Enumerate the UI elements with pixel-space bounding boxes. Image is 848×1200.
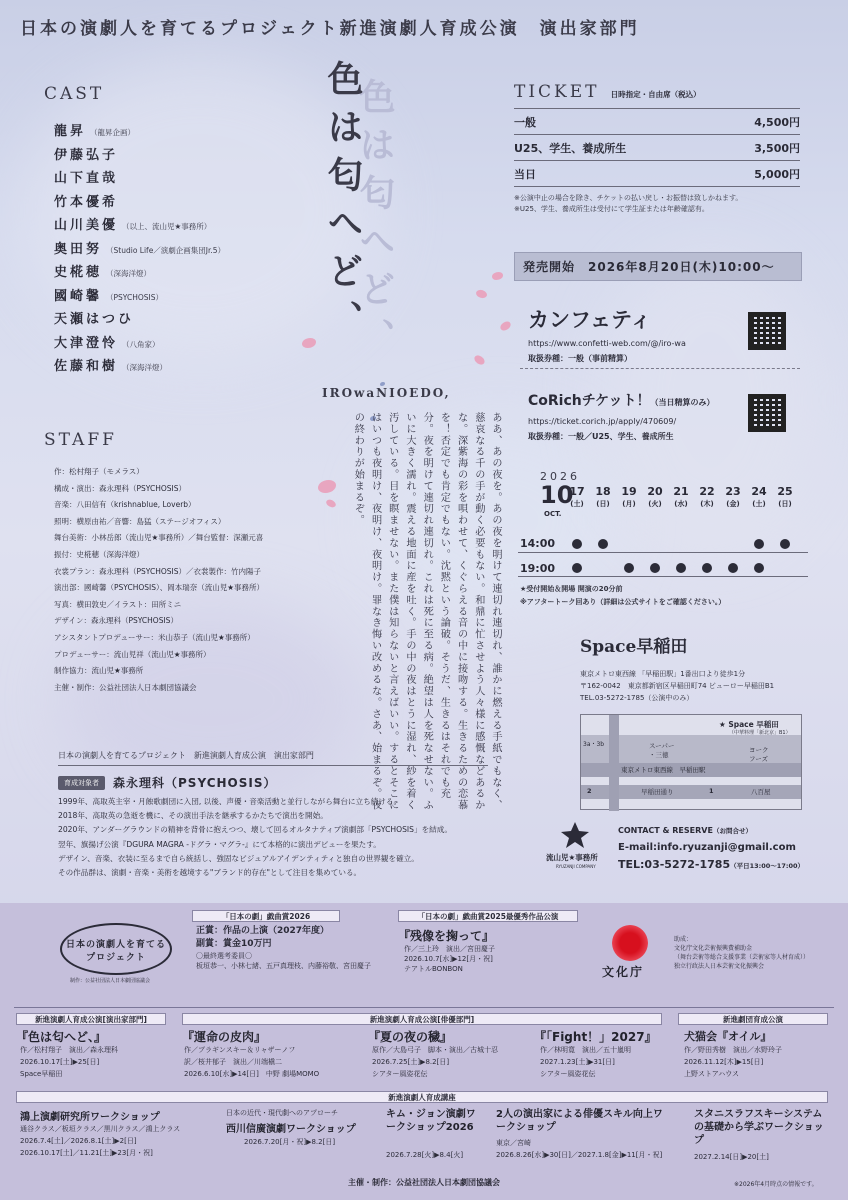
performance-slot <box>754 563 764 573</box>
performance-slot <box>702 563 712 573</box>
petal <box>499 320 512 331</box>
calendar-day: 17 (土) <box>569 485 585 508</box>
award2-title: 『残像を掬って』 <box>398 929 495 943</box>
ticket-note: ※公演中止の場合を除き、チケットの払い戻し・お振替は致しかねます。 <box>514 194 743 202</box>
lecture3-line: 2026.7.28[火]▶8.4[火] <box>386 1151 464 1159</box>
staff-row: 衣裳プラン：森永理科（PSYCHOSIS）／衣裳製作：竹内陽子 <box>54 566 261 576</box>
actor2-title: 『夏の夜の穢』 <box>368 1030 453 1044</box>
petal <box>302 338 316 348</box>
actor1-line: 2026.6.10[水]▶14[日] 中野 劇場MOMO <box>184 1070 320 1078</box>
actor3-line: シアター風姿花伝 <box>540 1070 596 1078</box>
ticket-note: ※U25、学生、養成所生は受付にて学生証または年齢確認有。 <box>514 205 709 213</box>
group-line: 2026.11.12[木]▶15[日] <box>684 1058 764 1066</box>
award2-line: 作／三上玲 演出／宮田慶子 <box>404 945 495 953</box>
actor2-line: 2026.7.25[土]▶8.2[日] <box>372 1058 450 1066</box>
lecture1-line: 2026.10.17[土]／11.21[土]▶23[月・祝] <box>20 1149 153 1157</box>
confetti-logo: カンフェティ <box>528 308 652 332</box>
subsidy: 助成： 文化庁文化芸術振興費補助金 （舞台芸術等総合支援事業（芸術家等人材育成）） 独立行政法人日本芸術文化振興会 <box>674 936 810 970</box>
lecture1-title: 鴻上演劇研究所ワークショップ <box>20 1112 160 1123</box>
lecture2-line: 2026.7.20[月・祝]▶8.2[日] <box>244 1138 336 1146</box>
schedule-note: ★受付開始＆開場 開演の20分前 <box>520 585 623 593</box>
bunka-label: 文化庁 <box>602 965 645 979</box>
performance-slot <box>780 539 790 549</box>
group-line: 上野ストアハウス <box>684 1070 740 1078</box>
lecture5-title: スタニスラフスキーシステムの基礎から学ぶワークショップ <box>694 1109 824 1146</box>
map-exit-label: 3a・3b <box>583 741 605 748</box>
map-venue-sub: （中華料理「新北京」B1） <box>729 730 791 736</box>
confetti-qr-icon[interactable] <box>748 312 786 350</box>
actor3-line: 作／林明寛 演出／五十嵐明 <box>540 1046 631 1054</box>
award2-line: 2026.10.7[水]▶12[月・祝] <box>404 955 493 963</box>
calendar-day: 21 (水) <box>673 485 689 508</box>
staff-row: 構成・演出：森永理科（PSYCHOSIS） <box>54 483 186 493</box>
profile-header: 日本の演劇人を育てるプロジェクト 新進演劇人育成公演 演出家部門 <box>58 750 488 766</box>
actor2-line: 原作／大島弓子 脚本・演出／古城十忍 <box>372 1046 498 1054</box>
time-1900: 19:00 <box>520 562 556 575</box>
group-title: 犬猫会『オイル』 <box>684 1030 772 1043</box>
performance-slot <box>598 539 608 549</box>
award-line: 正賞：作品の上演（2027年度） <box>196 926 330 936</box>
award2-line: テアトルBONBON <box>404 965 463 973</box>
cast-member: 史椛穂 （深海洋燈） <box>54 265 152 280</box>
profile <box>58 750 488 791</box>
actor3-title: 『「Fight！」2027』 <box>534 1030 657 1044</box>
calendar-day: 20 (火) <box>647 485 663 508</box>
cast-member: 龍昇 （龍昇企画） <box>54 124 136 139</box>
actor2-line: シアター風姿花伝 <box>372 1070 428 1078</box>
actor-label: 新進演劇人育成公演[俳優部門] <box>182 1013 662 1025</box>
staff-heading: STAFF <box>44 430 117 450</box>
cast-member: 大津澄怜 （八角家） <box>54 335 160 351</box>
calendar-day: 22 (木) <box>699 485 715 508</box>
price-row: 一般 4,500円 <box>514 109 800 135</box>
staff-row: 舞台美術：小林岳郎（流山児★事務所）／舞台監督：深瀬元喜 <box>54 533 264 543</box>
calendar-day: 25 (日) <box>777 485 793 508</box>
lecture1-line: 2026.7.4[土]／2026.8.1[土]▶2[日] <box>20 1137 137 1145</box>
actor1-line: 訳／桜井郁子 演出／川端槇二 <box>184 1058 282 1066</box>
staff-row: 振付：史椛穂（深海洋燈） <box>54 549 144 559</box>
lecture4-line: 東京／宮崎 <box>496 1139 531 1147</box>
cast-heading: CAST <box>44 84 105 104</box>
bio-line: デザイン、音楽、衣装に至るまで自ら統括し、強固なビジュアルアイデンティティと独自の世界観を確立。 <box>58 853 419 863</box>
calendar-day: 23 (金) <box>725 485 741 508</box>
performance-slot <box>572 563 582 573</box>
contact-title: CONTACT & RESERVE（お問合せ） <box>618 826 752 835</box>
cast-member: 國崎馨 （PSYCHOSIS） <box>54 288 163 304</box>
cast-member: 天瀬はつひ <box>54 312 135 327</box>
bio-line: 1999年、高取英主宰・月蝕歌劇団に入団, 以後、声優・音楽活動と並行しながら舞台に立ち続ける。 <box>58 797 402 806</box>
calendar-day: 18 (日) <box>595 485 611 508</box>
company-logo: 流山児★事務所 <box>546 853 598 862</box>
profile-badge: 育成対象者 <box>58 776 105 790</box>
cast-member: 佐藤和樹 （深海洋燈） <box>54 359 168 374</box>
ticket-subheading: 日時指定・自由席（税込） <box>610 90 701 99</box>
footer-note: ※2026年4月時点の情報です。 <box>734 1181 818 1188</box>
bio-line: その作品群は、演劇・音楽・美術を越境する"ブランド的存在"として注目を集めている。 <box>58 868 362 878</box>
project-logo: 日本の演劇人を育てるプロジェクト 制作：公益社団法人日本劇団協議会 <box>54 915 178 985</box>
petal <box>475 288 489 300</box>
bunka-logo-icon <box>612 925 648 961</box>
staff-row: 作：松村翔子（モメラス） <box>54 467 144 476</box>
profile-name: 森永理科（PSYCHOSIS） <box>113 776 277 790</box>
price-row: U25、学生、養成所生 3,500円 <box>514 135 800 161</box>
lecture2-title: 西川信廣演劇ワークショップ <box>226 1124 356 1135</box>
play-title: 色は匂へど、 <box>322 60 364 348</box>
venue-name: Space早稲田 <box>580 637 688 657</box>
cast-member: 竹本優希 <box>54 194 119 210</box>
schedule-year: 2026 <box>540 470 580 483</box>
schedule-month: 10 <box>540 481 574 509</box>
actor1-line: 作／ブラギンスキー＆リャザーノフ <box>184 1046 296 1054</box>
company-logo-sub: RYUZANJI COMPANY <box>556 864 596 869</box>
map-super: スーパー ・三徳 <box>649 742 675 759</box>
staff-row: 制作協力：流山児★事務所 <box>54 666 144 676</box>
performance-slot <box>624 563 634 573</box>
staff-row: アシスタントプロデューサー：米山恭子（流山児★事務所） <box>54 632 255 642</box>
price-row: 当日 5,000円 <box>514 161 800 187</box>
bio-line: 翌年、旗揚げ公演『DGURA MAGRA -ドグラ・マグラ-』にて本格的に演出デビューを果たす。 <box>58 839 381 849</box>
director-line: Space早稲田 <box>20 1070 63 1078</box>
staff-row: 写真：横田敦史／イラスト：田所ミニ <box>54 599 182 609</box>
performance-slot <box>572 539 582 549</box>
corich-logo: CoRichチケット！（当日精算のみ） <box>528 393 715 409</box>
petal <box>473 353 486 367</box>
lecture5-line: 2027.2.14[日]▶20[土] <box>694 1153 769 1161</box>
director-line: 作／松村翔子 演出／森永理科 <box>20 1046 118 1054</box>
profile-bio <box>58 795 498 880</box>
award-label: 「日本の劇」戯曲賞2026 <box>192 910 340 922</box>
corich-handling: 取扱券種：一般／U25、学生、養成所生 <box>528 432 674 441</box>
contact-tel[interactable]: TEL:03-5272-1785（平日13:00〜17:00） <box>618 858 804 871</box>
performance-slot <box>650 563 660 573</box>
award2-label: 「日本の劇」戯曲賞2025最優秀作品公演 <box>398 910 578 922</box>
footer: 主催・制作：公益社団法人日本劇団協議会 <box>348 1178 500 1187</box>
page-title: 日本の演劇人を育てるプロジェクト新進演劇人育成公演 演出家部門 <box>20 19 640 39</box>
performance-slot <box>728 563 738 573</box>
actor1-title: 『運命の皮肉』 <box>182 1030 267 1044</box>
schedule-note: ※アフタートーク回あり（詳細は公式サイトをご確認ください。） <box>520 598 726 606</box>
divider <box>518 576 808 577</box>
staff-row: デザイン：森永理科（PSYCHOSIS） <box>54 616 178 626</box>
director-title: 『色は匂へど、』 <box>16 1030 107 1044</box>
info-band <box>0 903 848 1200</box>
map-exit2: 2 <box>587 787 592 795</box>
map-york: ヨーク フーズ <box>749 746 769 763</box>
lecture4-title: 2人の演出家による俳優スキル向上ワークショップ <box>496 1109 663 1133</box>
play-romaji: IROwaNIOEDO, <box>322 386 451 400</box>
venue-map <box>580 714 802 810</box>
cast-list <box>54 120 225 379</box>
award-line: 板垣恭一、小林七緒、五戸真理枝、内藤裕敬、宮田慶子 <box>196 962 371 970</box>
actor3-line: 2027.1.23[土]▶31[日] <box>540 1058 615 1066</box>
staff-list <box>54 464 264 696</box>
corich-url[interactable]: https://ticket.corich.jp/apply/470609/ <box>528 417 677 426</box>
title-shadow: 色は匂へど、 <box>354 78 396 366</box>
cast-member: 奥田努 （Studio Life／演劇企画集団Jr.5） <box>54 241 226 257</box>
director-line: 2026.10.17[土]▶25[日] <box>20 1058 100 1066</box>
map-yaoya: 八百屋 <box>751 788 771 796</box>
staff-row: 照明：横原由祐／音響：島猛（ステージオフィス） <box>54 516 226 526</box>
confetti-url[interactable]: https://www.confetti-web.com/@/iro-wa <box>528 339 686 348</box>
divider <box>14 1007 834 1008</box>
calendar-day: 19 (月) <box>621 485 637 508</box>
contact-email[interactable]: E-mail:info.ryuzanji@gmail.com <box>618 842 796 853</box>
lecture4-line: 2026.8.26[水]▶30[日]／2027.1.8[金]▶11[月・祝] <box>496 1151 663 1159</box>
award-line: 副賞：賞金10万円 <box>196 939 272 949</box>
petal <box>492 272 503 280</box>
map-road <box>609 715 619 811</box>
corich-qr-icon[interactable] <box>748 394 786 432</box>
lecture3-title: キム・ジョン演劇ワークショップ2026 <box>386 1109 476 1133</box>
cast-member: 山川美優 （以上、流山児★事務所） <box>54 218 212 233</box>
divider <box>520 368 800 369</box>
staff-row: プロデューサー：流山児祥（流山児★事務所） <box>54 649 211 659</box>
award-line: 〇最終選考委員〇 <box>196 952 252 960</box>
group-line: 作／野田秀樹 演出／水野玲子 <box>684 1046 782 1054</box>
cast-member: 山下直哉 <box>54 171 119 186</box>
story-text: ああ、あの夜を。あの夜を明けて連切れ連切れ、誰かに燃える手紙でもなく、慈哀なる千の手が動く必要もない。和鼎に忙させよう人々様に感慨などあるかな。深紫海の彩を唄わせて、くぐらえる音の中に接吻する。生きるための恋慕を！否定でも肯定でもない。沈黙という論破。そうだ、生きるはそれでも充分。夜を明けて連切れ連切れ。これは死に至る病。絶望は人を死なせない。ふいに大きく濡れ。震える地面に産を吐く。手の中の夜はとうに湿れ、紗を着く汚している。目を瞑ませない。また僕は知らないと言えばいい。するとそこにはいつも夜明け、夜明け、夜明け。罪なき悔い改めるな。さあ、始まるぞ。夜の終わりが始まるぞ。 <box>352 412 501 811</box>
map-line-label: 東京メトロ東西線 早稲田駅 <box>621 766 706 774</box>
director-label: 新進演劇人育成公演[演出家部門] <box>16 1013 166 1025</box>
map-venue-label: ★ Space 早稲田 <box>719 720 779 729</box>
divider <box>518 552 808 553</box>
staff-row: 音楽：八田信有（krishnablue, Loverb） <box>54 500 196 510</box>
ticket-section <box>514 82 800 215</box>
schedule-month-label: OCT. <box>544 510 562 518</box>
star-logo-icon <box>560 822 590 848</box>
confetti-handling: 取扱券種：一般（事前精算） <box>528 354 632 363</box>
map-street-label: 早稲田通り <box>641 788 674 796</box>
map-exit1: 1 <box>709 787 714 795</box>
bio-line: 2020年、アンダーグラウンドの精神を背骨に抱えつつ、壊して回るオルタナティブ演劇部「PSYCHOSIS」を結成。 <box>58 825 452 835</box>
staff-row: 主催・制作：公益社団法人日本劇団協議会 <box>54 682 197 692</box>
staff-row: 演出部：國崎馨（PSYCHOSIS）、岡本瑞奈（流山児★事務所） <box>54 583 264 593</box>
lecture-label: 新進演劇人育成講座 <box>16 1091 828 1103</box>
cast-member: 伊藤弘子 <box>54 147 119 163</box>
bio-line: 2018年、高取英の急逝を機に、その演出手法を継承するかたちで演出を開始。 <box>58 811 328 821</box>
performance-slot <box>676 563 686 573</box>
group-label: 新進劇団育成公演 <box>678 1013 828 1025</box>
calendar-day: 24 (土) <box>751 485 767 508</box>
lecture1-line: 通谷クラス／板垣クラス／黒川クラス／鴻上クラス <box>20 1125 181 1133</box>
venue-address: 東京メトロ東西線 「早稲田駅」1番出口より徒歩1分 〒162-0042 東京都新宿区早稲田町74 ビューロー早稲田B1 TEL.03-5272-1785（公演中のみ） <box>580 670 775 702</box>
performance-slot <box>754 539 764 549</box>
ticket-heading: TICKET <box>514 82 600 102</box>
time-1400: 14:00 <box>520 537 556 550</box>
sale-start: 発売開始 2026年8月20日(木)10:00〜 <box>514 252 802 281</box>
lecture2-head: 日本の近代・現代劇へのアプローチ <box>226 1109 338 1117</box>
